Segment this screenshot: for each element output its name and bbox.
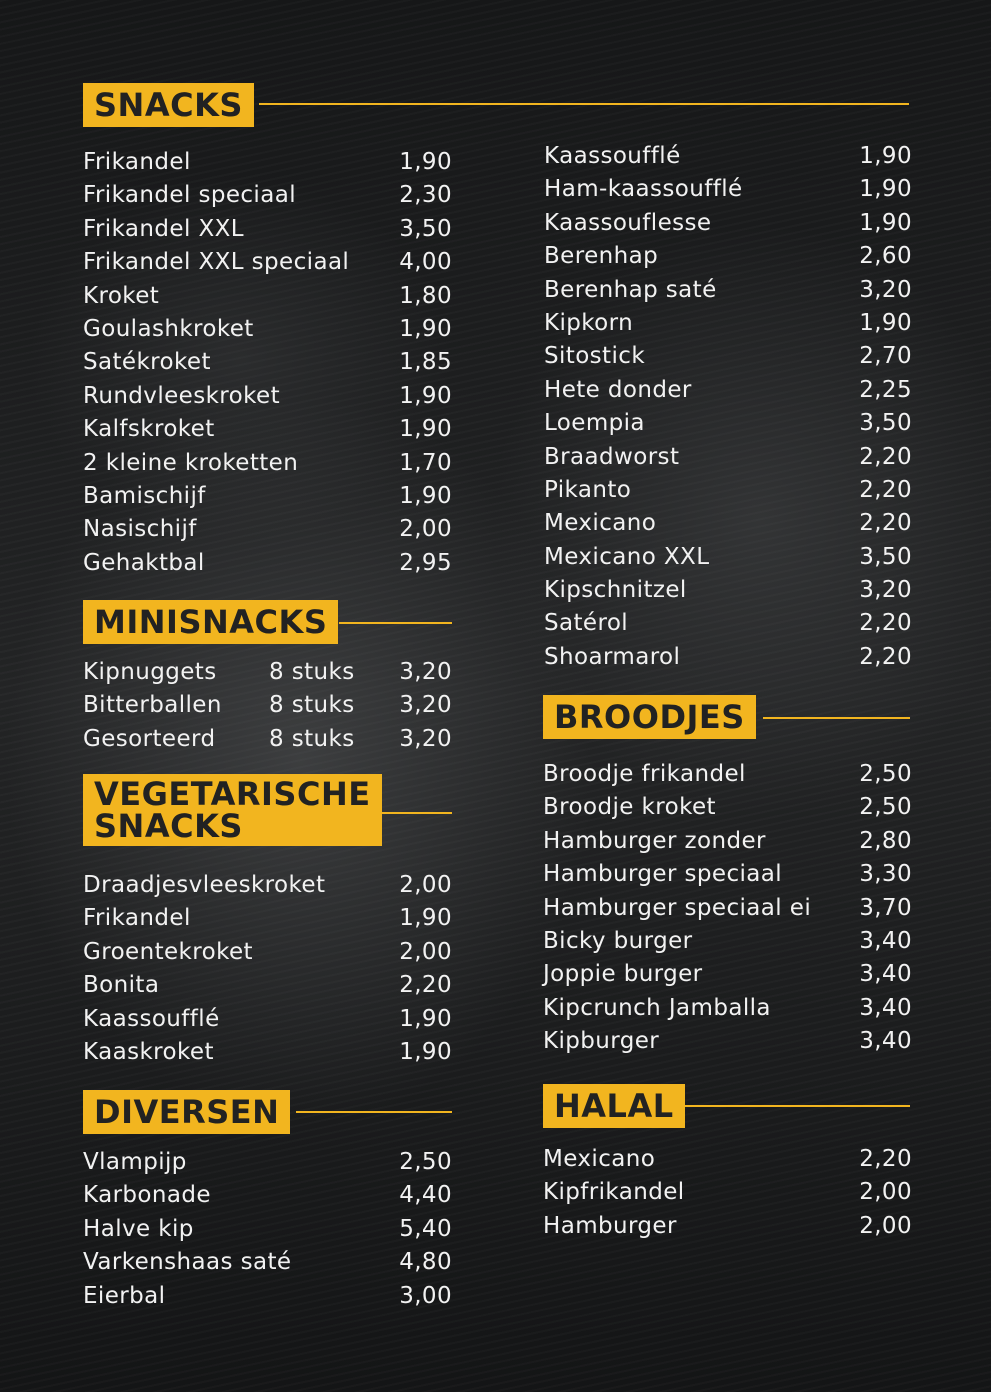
menu-item-name: Kipkorn — [544, 309, 634, 336]
menu-item — [544, 173, 912, 206]
menu-item — [83, 1003, 452, 1036]
menu-item-name: Kipcrunch Jamballa — [543, 994, 771, 1021]
menu-item-name: Kaaskroket — [83, 1038, 214, 1065]
menu-item — [543, 791, 912, 824]
menu-item-price: 4,00 — [399, 249, 452, 276]
menu-item-name: Satékroket — [83, 349, 211, 376]
menu-item-price: 3,50 — [859, 543, 912, 570]
menu-item-name: Hete donder — [544, 376, 692, 403]
section-title — [83, 774, 382, 846]
section-title: BROODJES — [543, 695, 756, 739]
menu-item-price: 2,20 — [859, 476, 912, 503]
section-snacks — [83, 83, 452, 580]
menu-item — [83, 1036, 452, 1069]
menu-item-price: 1,90 — [859, 176, 912, 203]
menu-item-name: Hamburger speciaal — [543, 861, 783, 888]
menu-item-name: Bitterballen — [83, 692, 222, 719]
menu-item-name: Kipschnitzel — [544, 577, 687, 604]
menu-item — [544, 307, 912, 340]
menu-item — [544, 641, 912, 674]
menu-item-price: 2,00 — [399, 872, 452, 898]
menu-item-name: Ham-kaassoufflé — [544, 176, 743, 203]
menu-item-price: 1,90 — [859, 143, 912, 169]
menu-item-price: 3,40 — [859, 961, 912, 988]
menu-item — [83, 246, 452, 279]
menu-item-name: Rundvleeskroket — [83, 382, 280, 409]
menu-item-price: 3,50 — [859, 410, 912, 437]
section-title-line-2: SNACKS — [94, 807, 243, 845]
menu-item-price: 2,20 — [859, 443, 912, 470]
menu-item — [544, 340, 912, 373]
menu-item-price: 2,50 — [859, 794, 912, 821]
menu-item-name: Mexicano — [543, 1146, 656, 1172]
menu-item-name: Frikandel XXL — [83, 215, 244, 242]
menu-item-name: Halve kip — [83, 1215, 194, 1242]
menu-item-name: Frikandel — [83, 905, 191, 932]
menu-item-price: 1,90 — [859, 309, 912, 336]
menu-item-price: 1,90 — [399, 905, 452, 932]
menu-item — [543, 1210, 912, 1243]
menu-item-name: Kaassouflesse — [544, 209, 712, 236]
menu-item-price: 3,40 — [859, 927, 912, 954]
section-header — [83, 1090, 452, 1134]
menu-item-price: 2,25 — [859, 376, 912, 403]
menu-item-name: Braadworst — [544, 443, 680, 470]
section-header — [83, 774, 452, 850]
menu-item — [544, 441, 912, 474]
section-title-line-1: VEGETARISCHE — [94, 775, 371, 813]
menu-item — [544, 607, 912, 640]
menu-item — [543, 858, 912, 891]
menu-item-name: Bicky burger — [543, 927, 693, 954]
menu-item-name: Kaassoufflé — [83, 1005, 220, 1032]
menu-item-name: Kalfskroket — [83, 416, 215, 443]
menu-item-price: 2,95 — [399, 549, 452, 576]
menu-item — [544, 541, 912, 574]
section-halal — [543, 1084, 912, 1243]
section-snacks-continued — [544, 140, 912, 674]
section-header — [543, 695, 912, 739]
menu-list — [83, 1146, 452, 1313]
menu-item-price: 3,20 — [859, 276, 912, 303]
menu-item-name: Satérol — [544, 610, 629, 637]
menu-item-price: 3,30 — [859, 861, 912, 888]
menu-item-quantity: 8 stuks — [269, 659, 355, 685]
menu-item-name: Frikandel speciaal — [83, 182, 296, 209]
menu-item-price: 4,80 — [399, 1249, 452, 1276]
menu-item-name: Pikanto — [544, 476, 632, 503]
divider-line — [372, 812, 452, 814]
section-vegetarian-snacks — [83, 774, 452, 1069]
menu-item — [544, 207, 912, 240]
menu-item-price: 3,20 — [399, 659, 452, 685]
menu-item-price: 3,40 — [859, 1028, 912, 1055]
menu-item-name: Broodje frikandel — [543, 761, 746, 787]
menu-list — [83, 869, 452, 1069]
divider-line — [339, 622, 452, 624]
menu-item — [83, 969, 452, 1002]
menu-item-name: Kipburger — [543, 1028, 660, 1055]
menu-item — [543, 825, 912, 858]
menu-list — [543, 1143, 912, 1243]
menu-item-price: 4,40 — [399, 1182, 452, 1209]
menu-item-name: Gehaktbal — [83, 549, 205, 576]
menu-item-name: Joppie burger — [543, 961, 703, 988]
menu-item-price: 1,90 — [399, 315, 452, 342]
menu-item-name: Vlampijp — [83, 1149, 187, 1175]
menu-item-price: 2,20 — [859, 1146, 912, 1172]
menu-item-price: 2,00 — [399, 938, 452, 965]
menu-item-name: Broodje kroket — [543, 794, 716, 821]
menu-item — [544, 474, 912, 507]
menu-item — [543, 1025, 912, 1058]
menu-item-name: Nasischijf — [83, 516, 197, 543]
menu-item-price: 3,70 — [859, 894, 912, 921]
menu-item — [543, 992, 912, 1025]
menu-item-price: 1,90 — [399, 416, 452, 443]
menu-item-price: 3,20 — [859, 577, 912, 604]
menu-item-name: Mexicano — [544, 510, 657, 537]
menu-item-price: 2,00 — [859, 1212, 912, 1239]
menu-item-price: 1,80 — [399, 282, 452, 309]
menu-item-price: 3,00 — [399, 1282, 452, 1309]
menu-item — [83, 413, 452, 446]
menu-item-name: Gesorteerd — [83, 725, 216, 752]
menu-item — [543, 1143, 912, 1176]
menu-item — [83, 480, 452, 513]
menu-item-price: 1,90 — [399, 482, 452, 509]
section-minisnacks — [83, 600, 452, 756]
menu-item-name: Berenhap saté — [544, 276, 717, 303]
menu-item-name: Shoarmarol — [544, 643, 681, 670]
menu-item — [83, 346, 452, 379]
menu-item — [83, 902, 452, 935]
menu-item — [83, 547, 452, 580]
menu-item-price: 2,30 — [399, 182, 452, 209]
section-title: DIVERSEN — [83, 1090, 290, 1134]
menu-item-price: 2,20 — [859, 643, 912, 670]
menu-item-price: 2,50 — [399, 1149, 452, 1175]
menu-item-name: 2 kleine kroketten — [83, 449, 299, 476]
divider-line — [685, 1105, 910, 1107]
menu-list — [83, 656, 452, 756]
menu-item-name: Kipnuggets — [83, 659, 217, 685]
section-diversen — [83, 1090, 452, 1313]
menu-item-price: 3,20 — [399, 725, 452, 752]
menu-item-name: Bonita — [83, 972, 160, 999]
menu-item-name: Loempia — [544, 410, 645, 437]
menu-item-price: 3,20 — [399, 692, 452, 719]
menu-item-name: Karbonade — [83, 1182, 211, 1209]
menu-item — [83, 1213, 452, 1246]
menu-item-name: Hamburger speciaal ei — [543, 894, 812, 921]
menu-item-price: 2,20 — [859, 510, 912, 537]
menu-item — [83, 280, 452, 313]
menu-item-name: Mexicano XXL — [544, 543, 710, 570]
menu-list — [543, 758, 912, 1059]
menu-item-price: 1,90 — [399, 1038, 452, 1065]
menu-item-name: Sitostick — [544, 343, 646, 370]
menu-item — [83, 689, 452, 722]
menu-item-name: Kaassoufflé — [544, 143, 681, 169]
menu-item — [544, 407, 912, 440]
menu-item-price: 2,20 — [859, 610, 912, 637]
menu-item-price: 5,40 — [399, 1215, 452, 1242]
menu-item-name: Eierbal — [83, 1282, 166, 1309]
menu-item — [544, 374, 912, 407]
menu-item-price: 2,80 — [859, 827, 912, 854]
menu-list — [544, 140, 912, 674]
menu-item-name: Bamischijf — [83, 482, 206, 509]
section-header — [83, 83, 452, 127]
menu-item-name: Groentekroket — [83, 938, 253, 965]
menu-item — [543, 925, 912, 958]
menu-item — [83, 380, 452, 413]
menu-item — [83, 723, 452, 756]
menu-item-quantity: 8 stuks — [269, 725, 355, 752]
menu-item-name: Draadjesvleeskroket — [83, 872, 326, 898]
menu-item-price: 2,70 — [859, 343, 912, 370]
menu-item — [543, 1176, 912, 1209]
menu-item — [83, 146, 452, 179]
divider-line — [763, 717, 910, 719]
section-header — [83, 600, 452, 644]
menu-item-price: 3,40 — [859, 994, 912, 1021]
menu-item — [83, 656, 452, 689]
menu-item — [543, 892, 912, 925]
menu-item — [544, 140, 912, 173]
menu-item — [83, 936, 452, 969]
menu-item — [83, 313, 452, 346]
menu-item-quantity: 8 stuks — [269, 692, 355, 719]
menu-item — [544, 240, 912, 273]
menu-item — [543, 958, 912, 991]
menu-item-price: 2,60 — [859, 243, 912, 270]
menu-item-name: Frikandel XXL speciaal — [83, 249, 350, 276]
menu-item — [544, 507, 912, 540]
menu-item — [83, 1246, 452, 1279]
menu-item-price: 2,00 — [859, 1179, 912, 1206]
menu-item-name: Kroket — [83, 282, 160, 309]
menu-item-name: Goulashkroket — [83, 315, 254, 342]
menu-item — [83, 869, 452, 902]
menu-item — [544, 274, 912, 307]
menu-item-price: 1,90 — [399, 1005, 452, 1032]
section-title: MINISNACKS — [83, 600, 338, 644]
menu-item — [83, 1179, 452, 1212]
menu-item-price: 1,85 — [399, 349, 452, 376]
menu-item-name: Hamburger — [543, 1212, 677, 1239]
menu-item-price: 1,90 — [399, 382, 452, 409]
menu-item-name: Hamburger zonder — [543, 827, 766, 854]
section-broodjes — [543, 695, 912, 1059]
menu-item-price: 2,00 — [399, 516, 452, 543]
menu-item — [83, 1146, 452, 1179]
menu-item-name: Kipfrikandel — [543, 1179, 685, 1206]
menu-item-price: 1,90 — [859, 209, 912, 236]
menu-item — [83, 1280, 452, 1313]
menu-item-price: 3,50 — [399, 215, 452, 242]
section-header — [543, 1084, 912, 1128]
menu-item-name: Frikandel — [83, 149, 191, 175]
menu-item-name: Berenhap — [544, 243, 659, 270]
menu-list — [83, 146, 452, 580]
menu-item-price: 1,90 — [399, 149, 452, 175]
menu-item-price: 2,20 — [399, 972, 452, 999]
divider-line — [296, 1111, 452, 1113]
menu-item — [83, 213, 452, 246]
divider-line — [259, 103, 909, 105]
menu-item-price: 2,50 — [859, 761, 912, 787]
menu-item — [544, 574, 912, 607]
section-title: HALAL — [543, 1084, 685, 1128]
menu-item-name: Varkenshaas saté — [83, 1249, 292, 1276]
section-title: SNACKS — [83, 83, 254, 127]
menu-item — [83, 179, 452, 212]
menu-item — [543, 758, 912, 791]
menu-item-price: 1,70 — [399, 449, 452, 476]
menu-item — [83, 447, 452, 480]
menu-item — [83, 513, 452, 546]
